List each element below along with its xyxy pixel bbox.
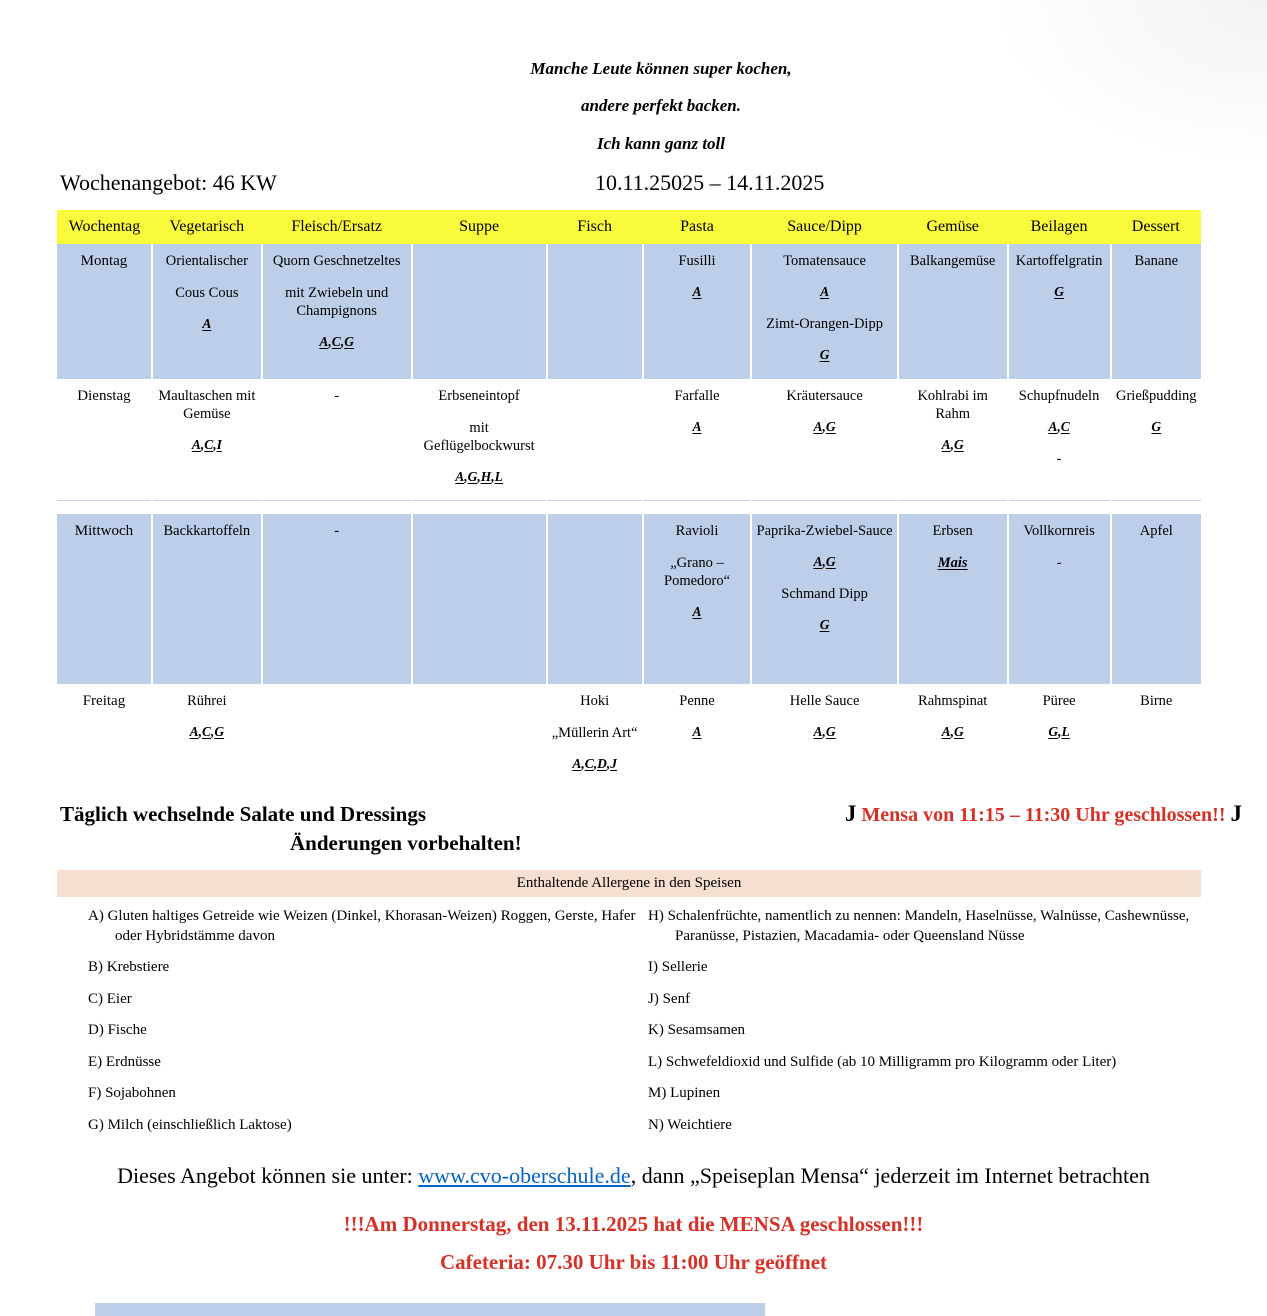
column-header: Fisch — [547, 210, 643, 244]
menu-cell — [751, 244, 897, 379]
menu-cell — [643, 244, 752, 379]
allergen-code: A,G — [813, 724, 836, 740]
empty-dash: - — [1056, 450, 1062, 467]
menu-item: Tomatensauce — [783, 252, 866, 269]
menu-cell — [412, 379, 547, 501]
allergen-item: J) Senf — [648, 990, 691, 1007]
info-prefix: Dieses Angebot können sie unter: — [117, 1163, 419, 1189]
empty-dash: - — [334, 387, 340, 404]
menu-item: Schmand Dipp — [781, 586, 868, 602]
menu-cell — [1008, 514, 1111, 684]
menu-item: mit Geflügelbockwurst — [423, 419, 535, 454]
menu-item: Farfalle — [674, 387, 720, 404]
allergen-code: A,C,I — [191, 437, 222, 452]
menu-cell — [1111, 379, 1201, 501]
website-info — [0, 1161, 1267, 1190]
allergen-code: A,G — [941, 724, 964, 740]
menu-cell — [547, 244, 643, 379]
allergen-code: A,C — [1048, 418, 1070, 434]
menu-item: „Müllerin Art“ — [551, 725, 638, 742]
menu-cell — [152, 244, 262, 379]
menu-table-lower — [57, 514, 1201, 787]
allergen-item: C) Eier — [88, 990, 132, 1007]
menu-cell — [262, 244, 412, 379]
menu-row-montag — [57, 244, 1201, 379]
quote-line-2: andere perfekt backen. — [580, 96, 742, 116]
column-header: Pasta — [643, 210, 752, 244]
menu-item: Vollkornreis — [1023, 523, 1095, 539]
allergen-item: G) Milch (einschließlich Laktose) — [88, 1116, 292, 1133]
menu-item: „Grano – Pomedoro“ — [664, 555, 731, 590]
menu-item: Banane — [1134, 252, 1179, 269]
menu-cell — [1111, 684, 1201, 787]
empty-dash: - — [334, 523, 340, 539]
menu-cell — [547, 379, 643, 501]
menu-item: Zimt-Orangen-Dipp — [766, 315, 883, 332]
allergen-code: G,L — [1048, 724, 1070, 740]
allergen-code: G — [1054, 283, 1064, 299]
allergen-code: G — [819, 617, 830, 633]
day-cell: Mittwoch — [57, 514, 152, 684]
allergen-code: G — [819, 346, 830, 362]
menu-item: Penne — [679, 693, 715, 709]
allergen-code: A,C,G — [189, 724, 225, 740]
menu-header-row — [57, 210, 1201, 244]
menu-item: Kartoffelgratin — [1015, 252, 1103, 269]
menu-cell — [898, 684, 1008, 787]
menu-item: Orientalischer — [165, 252, 248, 269]
menu-item: Kohlrabi im Rahm — [917, 387, 988, 422]
menu-item: Cous Cous — [175, 284, 239, 301]
allergen-item: F) Sojabohnen — [88, 1085, 176, 1102]
menu-cell — [751, 514, 897, 684]
allergen-item: D) Fische — [88, 1022, 147, 1039]
menu-item: Paprika-Zwiebel-Sauce — [756, 523, 893, 539]
menu-cell — [262, 684, 412, 787]
allergen-item: B) Krebstiere — [88, 959, 170, 976]
allergen-code: G — [1151, 418, 1162, 434]
allergen-code: A — [692, 604, 702, 620]
menu-cell — [152, 514, 262, 684]
column-header: Suppe — [412, 210, 547, 244]
day-cell: Freitag — [82, 693, 126, 709]
next-page-table-edge — [95, 1303, 765, 1316]
column-header: Dessert — [1111, 210, 1201, 244]
menu-cell — [152, 379, 262, 501]
menu-row-dienstag — [57, 379, 1201, 501]
closure-text: Mensa von 11:15 – 11:30 Uhr geschlossen!! — [861, 804, 1226, 827]
menu-item: Helle Sauce — [789, 693, 860, 709]
column-header: Fleisch/Ersatz — [262, 210, 412, 244]
menu-cell — [643, 684, 752, 787]
menu-item: Rührei — [187, 693, 227, 709]
menu-item: Ravioli — [675, 523, 719, 539]
menu-cell — [262, 379, 412, 501]
changes-note: Änderungen vorbehalten! — [290, 831, 522, 856]
menu-cell — [412, 684, 547, 787]
menu-cell — [262, 514, 412, 684]
day-cell: Dienstag — [77, 387, 131, 404]
allergen-code: A — [202, 316, 212, 331]
table-gap — [57, 501, 1201, 514]
empty-dash: - — [1056, 555, 1062, 572]
menu-cell — [547, 514, 643, 684]
menu-cell — [1111, 244, 1201, 379]
menu-cell — [643, 379, 752, 501]
info-suffix: , dann „Speiseplan Mensa“ jederzeit im Internet betrachten — [630, 1163, 1150, 1189]
menu-row-freitag — [57, 684, 1201, 787]
cafeteria-hours: Cafeteria: 07.30 Uhr bis 11:00 Uhr geöffnet — [439, 1250, 828, 1275]
allergen-column-right — [648, 907, 1248, 1147]
allergen-item: M) Lupinen — [648, 1085, 721, 1102]
smiley-symbol-right: J — [1230, 801, 1242, 827]
allergen-code: A — [820, 283, 830, 299]
menu-cell — [898, 244, 1008, 379]
allergen-item: L) Schwefeldioxid und Sulfide (ab 10 Milligramm pro Kilogramm oder Liter) — [648, 1053, 1117, 1070]
allergen-item: A) Gluten haltiges Getreide wie Weizen (Dinkel, Khorasan-Weizen) Roggen, Gerste, Hafer oder Hybridstämme davon — [88, 908, 636, 944]
menu-cell — [643, 514, 752, 684]
menu-item: Birne — [1140, 693, 1173, 709]
thursday-closed-notice: !!!Am Donnerstag, den 13.11.2025 hat die MENSA geschlossen!!! — [343, 1212, 924, 1237]
allergen-code: A,G — [941, 437, 964, 452]
allergen-list — [88, 907, 1267, 1147]
menu-item: Maultaschen mit Gemüse — [158, 387, 256, 422]
menu-item: Schupfnudeln — [1018, 387, 1100, 404]
menu-cell — [751, 684, 897, 787]
week-header — [0, 170, 1267, 200]
column-header: Vegetarisch — [152, 210, 262, 244]
allergen-code: A,C,D,J — [572, 756, 617, 772]
date-range: 10.11.25025 – 14.11.2025 — [595, 169, 825, 195]
allergen-item: H) Schalenfrüchte, namentlich zu nennen: Mandeln, Haselnüsse, Walnüsse, Cashewnüsse, Paranüsse, Pistazien, Macadamia- oder Queensland Nüsse — [648, 908, 1190, 944]
allergen-code: A,G,H,L — [455, 469, 503, 485]
menu-cell — [1008, 379, 1111, 501]
menu-item: Hoki — [580, 693, 610, 709]
menu-cell — [898, 379, 1008, 501]
quote-line-3: Ich kann ganz toll — [596, 133, 725, 153]
menu-cell — [1008, 244, 1111, 379]
allergen-item: I) Sellerie — [648, 959, 708, 976]
allergen-code: A,G — [813, 418, 836, 434]
quote-line-1: Manche Leute können super kochen, — [530, 59, 792, 78]
smiley-symbol-left: J — [844, 801, 857, 827]
menu-cell — [898, 514, 1008, 684]
menu-item: Erbseneintopf — [438, 387, 520, 404]
menu-item: Backkartoffeln — [163, 523, 251, 539]
column-header: Beilagen — [1008, 210, 1111, 244]
menu-item: mit Zwiebeln und Champignons — [285, 284, 389, 319]
mensa-closure-notice — [845, 801, 1242, 827]
notices-row — [60, 801, 1242, 827]
quote-block — [0, 0, 1267, 154]
menu-item: Balkangemüse — [910, 252, 996, 269]
corn-note: Mais — [937, 555, 968, 572]
menu-cell — [1111, 514, 1201, 684]
menu-item: Kräutersauce — [786, 387, 863, 404]
allergen-code: A,C,G — [319, 334, 354, 350]
menu-table-upper — [57, 210, 1201, 501]
allergen-code: A — [692, 418, 702, 434]
allergen-item: K) Sesamsamen — [648, 1022, 746, 1039]
website-link[interactable]: www.cvo-oberschule.de — [418, 1163, 631, 1189]
menu-item: Erbsen — [932, 523, 973, 539]
menu-cell — [1008, 684, 1111, 787]
menu-cell — [412, 244, 547, 379]
menu-item: Quorn Geschnetzeltes — [272, 252, 401, 269]
allergen-column-left — [88, 907, 648, 1147]
menu-item: Apfel — [1139, 523, 1173, 539]
menu-table-section — [57, 210, 1201, 787]
menu-item: Grießpudding — [1116, 387, 1197, 404]
menu-row-mittwoch — [57, 514, 1201, 684]
column-header: Sauce/Dipp — [751, 210, 897, 244]
week-label: Wochenangebot: 46 KW — [60, 169, 277, 195]
allergen-item: E) Erdnüsse — [88, 1053, 161, 1070]
column-header: Gemüse — [898, 210, 1008, 244]
allergen-code: A,G — [813, 554, 836, 570]
menu-cell — [412, 514, 547, 684]
day-cell: Montag — [57, 244, 152, 379]
menu-cell — [152, 684, 262, 787]
menu-cell — [547, 684, 643, 787]
allergen-banner-title: Enthaltende Allergene in den Speisen — [57, 870, 1201, 897]
allergen-code: A — [692, 283, 702, 299]
salad-note: Täglich wechselnde Salate und Dressings — [60, 802, 426, 827]
menu-cell — [751, 379, 897, 501]
menu-item: Püree — [1042, 693, 1076, 709]
allergen-code: A — [692, 724, 702, 740]
column-header: Wochentag — [57, 210, 152, 244]
menu-item: Fusilli — [678, 252, 716, 269]
allergen-item: N) Weichtiere — [648, 1116, 732, 1133]
menu-item: Rahmspinat — [918, 693, 988, 709]
